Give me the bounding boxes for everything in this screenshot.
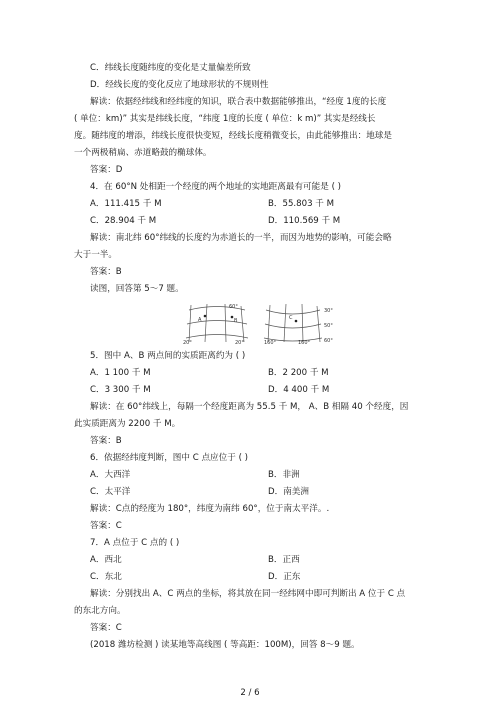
text-line: 度。随纬度的增添，纬线长度很快变短，经线长度稍微变长，由此能够推出：地球是 (74, 131, 392, 141)
meridian-line (225, 304, 226, 342)
option-d: D．正东 (268, 572, 301, 582)
option-d: D．南美洲 (268, 487, 309, 497)
map-label: 20° (235, 340, 244, 344)
text-line: 解读：C点的经度为 180°，纬度为南纬 60°，位于南太平洋。. (90, 504, 330, 514)
parallel-line (265, 324, 321, 328)
map-label: 20° (183, 340, 192, 344)
text-line: D．经线长度的变化反应了地球形状的不规则性 (90, 80, 269, 90)
text-line: (2018 潍坊检测 ) 读某地等高线图 ( 等高距：100M)，回答 8～9 题。 (90, 640, 360, 650)
text-line: ( 单位：km)” 其实是纬线长度，“纬度 1度的长度 ( 单位：k m)” 其实是经线长 (74, 114, 376, 124)
text-line: 一个两极稍扁、赤道略鼓的椭球体。 (74, 148, 212, 158)
map-label: 50° (324, 323, 333, 329)
question-stem: 4．在 60°N 处相距一个经度的两个地址的实地距离最有可能是 ( ) (90, 182, 342, 192)
option-a: A．大西洋 (90, 470, 131, 480)
text-line: 此实质距离为 2200 千 M。 (74, 419, 181, 429)
option-c: C．东北 (90, 572, 122, 582)
option-b: B．正西 (268, 555, 300, 565)
option-b: B．55.803 千 M (268, 199, 335, 209)
map-label: 160° (264, 340, 277, 344)
parallel-line (187, 321, 247, 325)
point-c-label: C (289, 315, 293, 321)
map-label: 60° (229, 304, 238, 310)
option-a: A．111.415 千 M (90, 199, 162, 209)
option-d: D．4 400 千 M (268, 385, 330, 395)
option-c: C．28.904 千 M (90, 216, 157, 226)
map-label: 160° (298, 340, 311, 344)
text-line: 解读：在 60°纬线上，每隔一个经度距离为 55.5 千 M， A、B 相隔 40 个经度，因 (90, 402, 409, 412)
parallel-line (186, 335, 248, 339)
map-label: 60° (324, 338, 333, 344)
parallel-line (266, 310, 320, 314)
answer-line: 答案：B (90, 267, 122, 277)
answer-line: 答案：D (90, 165, 123, 175)
text-line: 读图，回答第 5～7 题。 (90, 284, 184, 294)
question-stem: 5．图中 A、B 两点间的实质距离约为 ( ) (90, 351, 246, 361)
option-d: D．110.569 千 M (268, 216, 341, 226)
option-b: B．非洲 (268, 470, 300, 480)
answer-line: 答案：C (90, 521, 122, 531)
answer-line: 答案：C (90, 623, 122, 633)
meridian-line (302, 304, 303, 342)
question-stem: 7．A 点位于 C 点的 ( ) (90, 538, 180, 548)
text-line: C．纬线长度随纬度的变化是丈量偏差所致 (90, 63, 251, 73)
text-line: 解读：南北纬 60°纬线的长度约为赤道长的一半，而因为地势的影响，可能会略 (90, 233, 392, 243)
graticule-map-left (183, 300, 251, 344)
answer-line: 答案：B (90, 436, 122, 446)
text-line: 大于一半。 (74, 250, 117, 260)
meridian-line (284, 304, 286, 342)
map-label: 30° (324, 308, 333, 314)
option-a: A．西北 (90, 555, 122, 565)
question-stem: 6．依据经纬度判断，图中 C 点应位于 ( ) (90, 453, 249, 463)
option-c: C．太平洋 (90, 487, 131, 497)
page-number: 2 / 6 (240, 688, 260, 698)
point-b-label: B (234, 318, 238, 324)
meridian-line (205, 304, 207, 342)
text-line: 解读：分别找出 A、C 两点的坐标，将其放在同一经纬网中即可判断出 A 位于 C 点 (90, 589, 406, 599)
option-b: B．2 200 千 M (268, 368, 329, 378)
meridian-line (317, 306, 320, 342)
option-a: A．1 100 千 M (90, 368, 151, 378)
text-line: 解读：依据经纬线和经纬度的知识，联合表中数据能够推出，“经度 1度的长度 (90, 97, 387, 107)
text-line: 的东北方向。 (74, 606, 126, 616)
option-c: C．3 300 千 M (90, 385, 151, 395)
graticule-map-right (262, 300, 338, 344)
point-a-label: A (198, 317, 202, 323)
